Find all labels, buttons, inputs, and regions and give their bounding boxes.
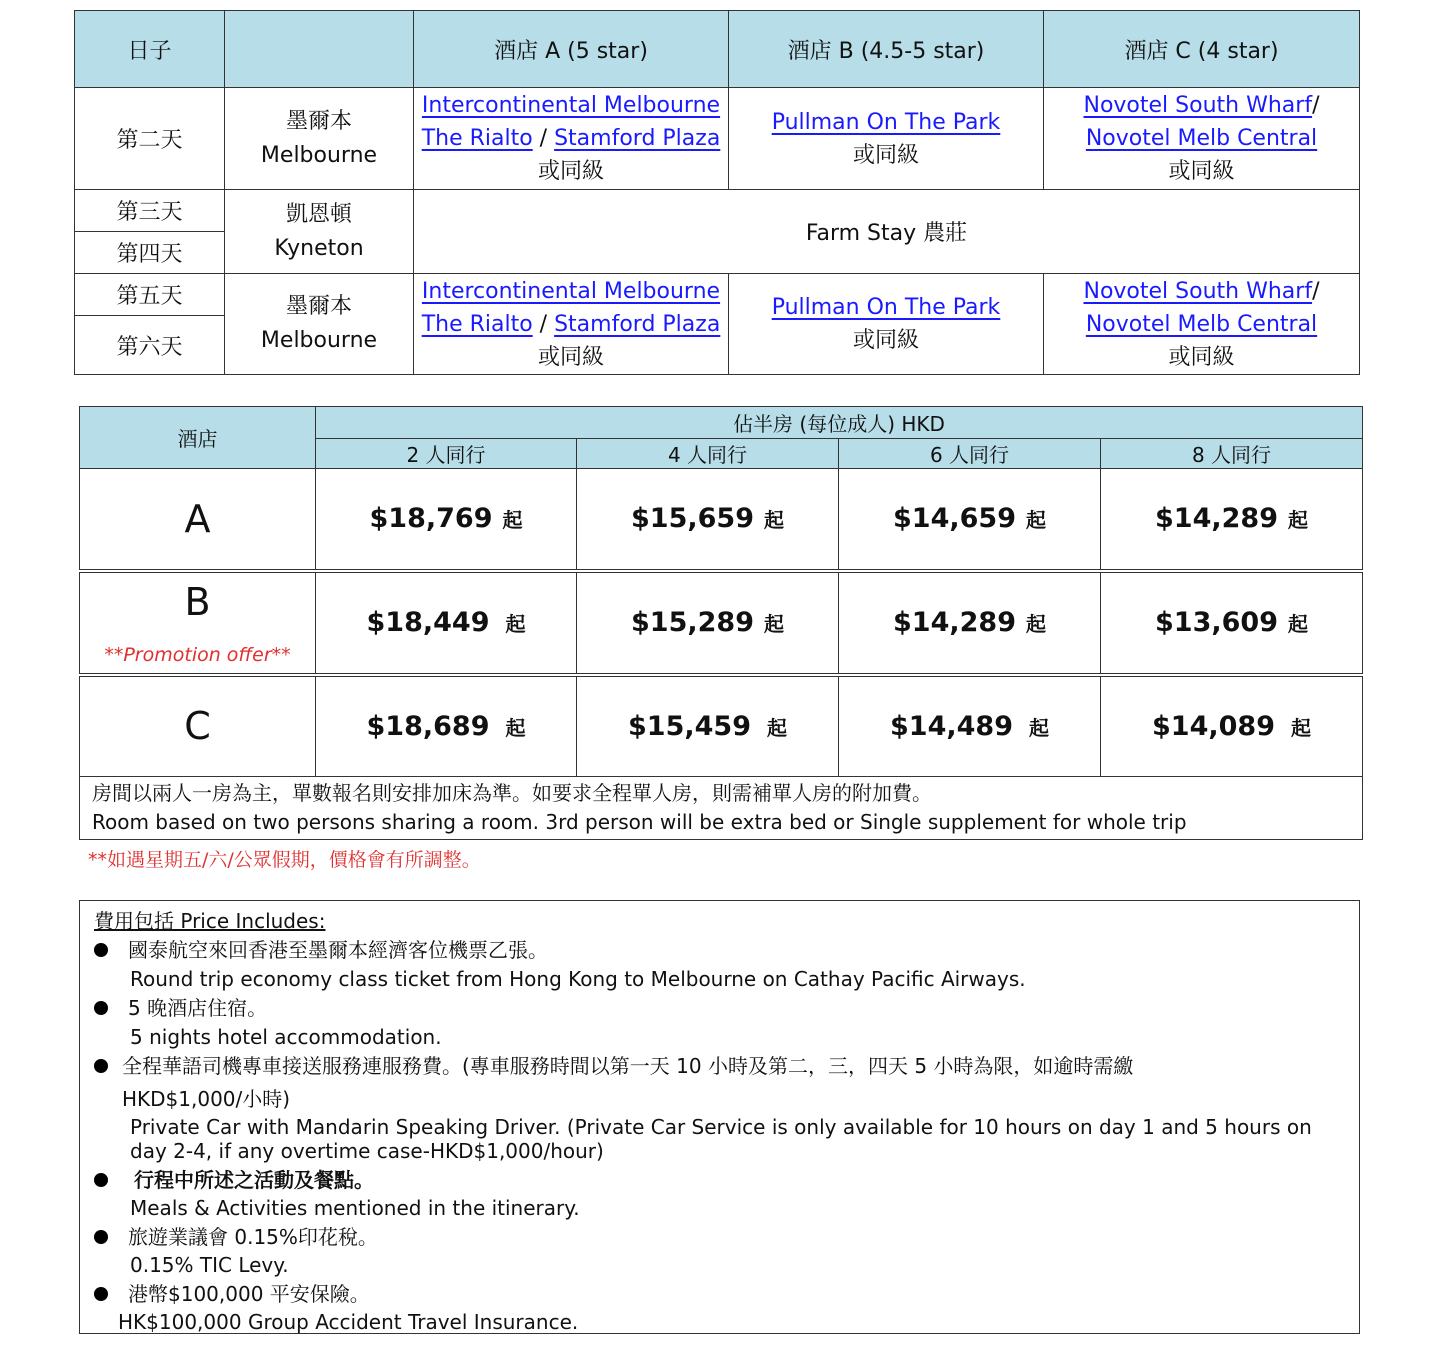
price-cell [316, 675, 577, 777]
include-cn: 全程華語司機專車接送服務連服務費。(專車服務時間以第一天 10 小時及第二，三，四天 5 小時為限，如逾時需繳 [122, 1054, 1134, 1078]
price-value: $14,659 [893, 503, 1016, 535]
link-novotel-south-wharf[interactable]: Novotel South Wharf [1083, 278, 1313, 304]
price-table [79, 406, 1363, 840]
include-cn: 5 晚酒店住宿。 [128, 996, 268, 1020]
city-cn: 凱恩頓 [285, 201, 352, 227]
city-cn: 墨爾本 [285, 108, 352, 134]
price-suffix: 起 [505, 715, 526, 740]
price-value: $18,689 [366, 710, 490, 742]
city-en: Melbourne [260, 142, 378, 168]
price-suffix: 起 [1028, 715, 1049, 740]
price-suffix: 起 [1287, 508, 1308, 533]
price-header-row [80, 407, 1363, 439]
room-note [80, 777, 1363, 840]
price-suffix: 起 [505, 612, 526, 636]
include-cn-cont: HKD$1,000/小時) [122, 1087, 291, 1111]
price-cell [1101, 675, 1363, 777]
link-intercontinental[interactable]: Intercontinental Melbourne [421, 93, 721, 118]
link-novotel-south-wharf[interactable]: Novotel South Wharf [1083, 93, 1313, 118]
include-item-hotel [94, 994, 267, 1022]
itinerary-row-day5 [75, 274, 1360, 316]
include-item-levy [94, 1223, 378, 1251]
bullet-icon [94, 1173, 108, 1187]
city-en: Kyneton [274, 235, 364, 261]
slash: / [1312, 93, 1320, 118]
link-stamford[interactable]: Stamford Plaza [554, 126, 721, 151]
hotel-label: C [80, 675, 316, 777]
city-cell [225, 88, 414, 190]
city-cn: 墨爾本 [285, 294, 352, 319]
price-suffix: 起 [1025, 612, 1046, 636]
separator: / [532, 311, 555, 337]
price-value: $18,769 [369, 503, 493, 535]
link-novotel-melb-central[interactable]: Novotel Melb Central [1085, 126, 1318, 151]
include-en: 0.15% TIC Levy. [130, 1253, 289, 1277]
col-6-persons: 6 人同行 [839, 439, 1101, 469]
day-label: 第三天 [75, 190, 225, 232]
include-en: Private Car with Mandarin Speaking Driver. (Private Car Service is only available for 10 hours on day 1 and 5 hours on [130, 1115, 1312, 1139]
price-value: $14,489 [890, 710, 1013, 742]
price-cell [577, 469, 839, 571]
holiday-surcharge-note: **如遇星期五/六/公眾假期，價格會有所調整。 [88, 849, 481, 871]
price-suffix: 起 [766, 715, 787, 740]
price-cell [316, 469, 577, 571]
hotel-b-cell [729, 88, 1044, 190]
farm-stay-cell: Farm Stay 農莊 [414, 190, 1360, 274]
hotel-label: A [80, 469, 316, 571]
price-includes-box [79, 900, 1360, 1334]
hotel-c-cell [1044, 274, 1360, 375]
promotion-offer: **Promotion offer** [104, 643, 291, 666]
include-en: 5 nights hotel accommodation. [130, 1025, 442, 1049]
or-equivalent: 或同級 [1168, 344, 1235, 370]
price-row-c [80, 675, 1363, 777]
itinerary-row-day3 [75, 190, 1360, 232]
day-label: 第二天 [75, 88, 225, 190]
header-hotel-c: 酒店 C (4 star) [1044, 11, 1360, 88]
or-equivalent: 或同級 [537, 159, 604, 184]
link-rialto[interactable]: The Rialto [421, 311, 533, 337]
price-value: $15,659 [631, 503, 754, 535]
col-4-persons: 4 人同行 [577, 439, 839, 469]
room-note-en: Room based on two persons sharing a room. 3rd person will be extra bed or Single supplement for whole trip [92, 810, 1187, 834]
price-suffix: 起 [502, 508, 523, 533]
include-item-meals [94, 1166, 374, 1194]
price-suffix: 起 [1025, 508, 1046, 533]
include-item-insurance [94, 1280, 370, 1308]
itinerary-table [74, 10, 1360, 375]
header-hotel-a: 酒店 A (5 star) [414, 11, 729, 88]
link-rialto[interactable]: The Rialto [421, 126, 533, 151]
or-equivalent: 或同級 [852, 328, 919, 353]
price-value: $14,089 [1152, 710, 1275, 742]
itinerary-header-row [75, 11, 1360, 88]
hotel-c-cell [1044, 88, 1360, 190]
include-cn: 國泰航空來回香港至墨爾本經濟客位機票乙張。 [128, 938, 548, 962]
city-cell [225, 274, 414, 375]
header-hotel-b: 酒店 B (4.5-5 star) [729, 11, 1044, 88]
or-equivalent: 或同級 [537, 344, 604, 370]
price-cell [577, 675, 839, 777]
price-cell [839, 675, 1101, 777]
price-row-b [80, 571, 1363, 675]
price-cell [1101, 571, 1363, 675]
header-city [225, 11, 414, 88]
price-note-row [80, 777, 1363, 840]
price-cell [839, 469, 1101, 571]
include-en-cont: day 2-4, if any overtime case-HKD$1,000/hour) [130, 1139, 604, 1163]
price-suffix: 起 [763, 508, 784, 533]
include-en: Meals & Activities mentioned in the itinerary. [130, 1196, 580, 1220]
bullet-icon [94, 1287, 108, 1301]
price-row-a [80, 469, 1363, 571]
include-en: Round trip economy class ticket from Hong Kong to Melbourne on Cathay Pacific Airways. [130, 967, 1026, 991]
city-cell [225, 190, 414, 274]
price-cell [577, 571, 839, 675]
price-cell [1101, 469, 1363, 571]
price-value: $18,449 [366, 607, 490, 638]
room-note-cn: 房間以兩人一房為主，單數報名則安排加床為準。如要求全程單人房，則需補單人房的附加費。 [92, 781, 932, 805]
bullet-icon [94, 1001, 108, 1015]
price-value: $14,289 [893, 607, 1016, 638]
day-label: 第六天 [75, 316, 225, 375]
include-cn: 旅遊業議會 0.15%印花稅。 [128, 1225, 378, 1249]
day-label: 第五天 [75, 274, 225, 316]
or-equivalent: 或同級 [1168, 159, 1235, 184]
include-item-car [94, 1052, 1133, 1080]
price-value: $13,609 [1155, 607, 1278, 638]
separator: / [532, 126, 555, 151]
bullet-icon [94, 1230, 108, 1244]
col-8-persons: 8 人同行 [1101, 439, 1363, 469]
slash: / [1312, 278, 1320, 304]
bullet-icon [94, 943, 108, 957]
includes-title: 費用包括 Price Includes: [94, 909, 326, 933]
link-intercontinental[interactable]: Intercontinental Melbourne [421, 278, 721, 304]
link-pullman[interactable]: Pullman On The Park [771, 109, 1001, 135]
hotel-a-cell [414, 274, 729, 375]
price-suffix: 起 [1287, 612, 1308, 636]
include-cn: 港幣$100,000 平安保險。 [128, 1282, 370, 1306]
include-en: HK$100,000 Group Accident Travel Insurance. [118, 1310, 579, 1334]
bullet-icon [94, 1059, 108, 1073]
header-half-room: 佔半房 (每位成人) HKD [316, 407, 1363, 439]
price-cell [316, 571, 577, 675]
hotel-label-cell [80, 571, 316, 675]
header-day: 日子 [75, 11, 225, 88]
hotel-a-cell [414, 88, 729, 190]
link-pullman[interactable]: Pullman On The Park [771, 295, 1001, 320]
link-novotel-melb-central[interactable]: Novotel Melb Central [1085, 311, 1318, 337]
header-hotel: 酒店 [80, 407, 316, 469]
link-stamford[interactable]: Stamford Plaza [554, 311, 721, 337]
price-value: $15,289 [631, 607, 754, 638]
or-equivalent: 或同級 [852, 142, 919, 168]
hotel-label: B [184, 579, 211, 624]
include-item-flight [94, 936, 548, 964]
price-suffix: 起 [763, 612, 784, 636]
price-value: $15,459 [628, 710, 751, 742]
itinerary-row-day2 [75, 88, 1360, 190]
hotel-b-cell [729, 274, 1044, 375]
price-cell [839, 571, 1101, 675]
day-label: 第四天 [75, 232, 225, 274]
include-cn: 行程中所述之活動及餐點。 [134, 1168, 374, 1192]
city-en: Melbourne [260, 328, 378, 353]
price-value: $14,289 [1155, 503, 1278, 535]
col-2-persons: 2 人同行 [316, 439, 577, 469]
price-suffix: 起 [1290, 715, 1311, 740]
